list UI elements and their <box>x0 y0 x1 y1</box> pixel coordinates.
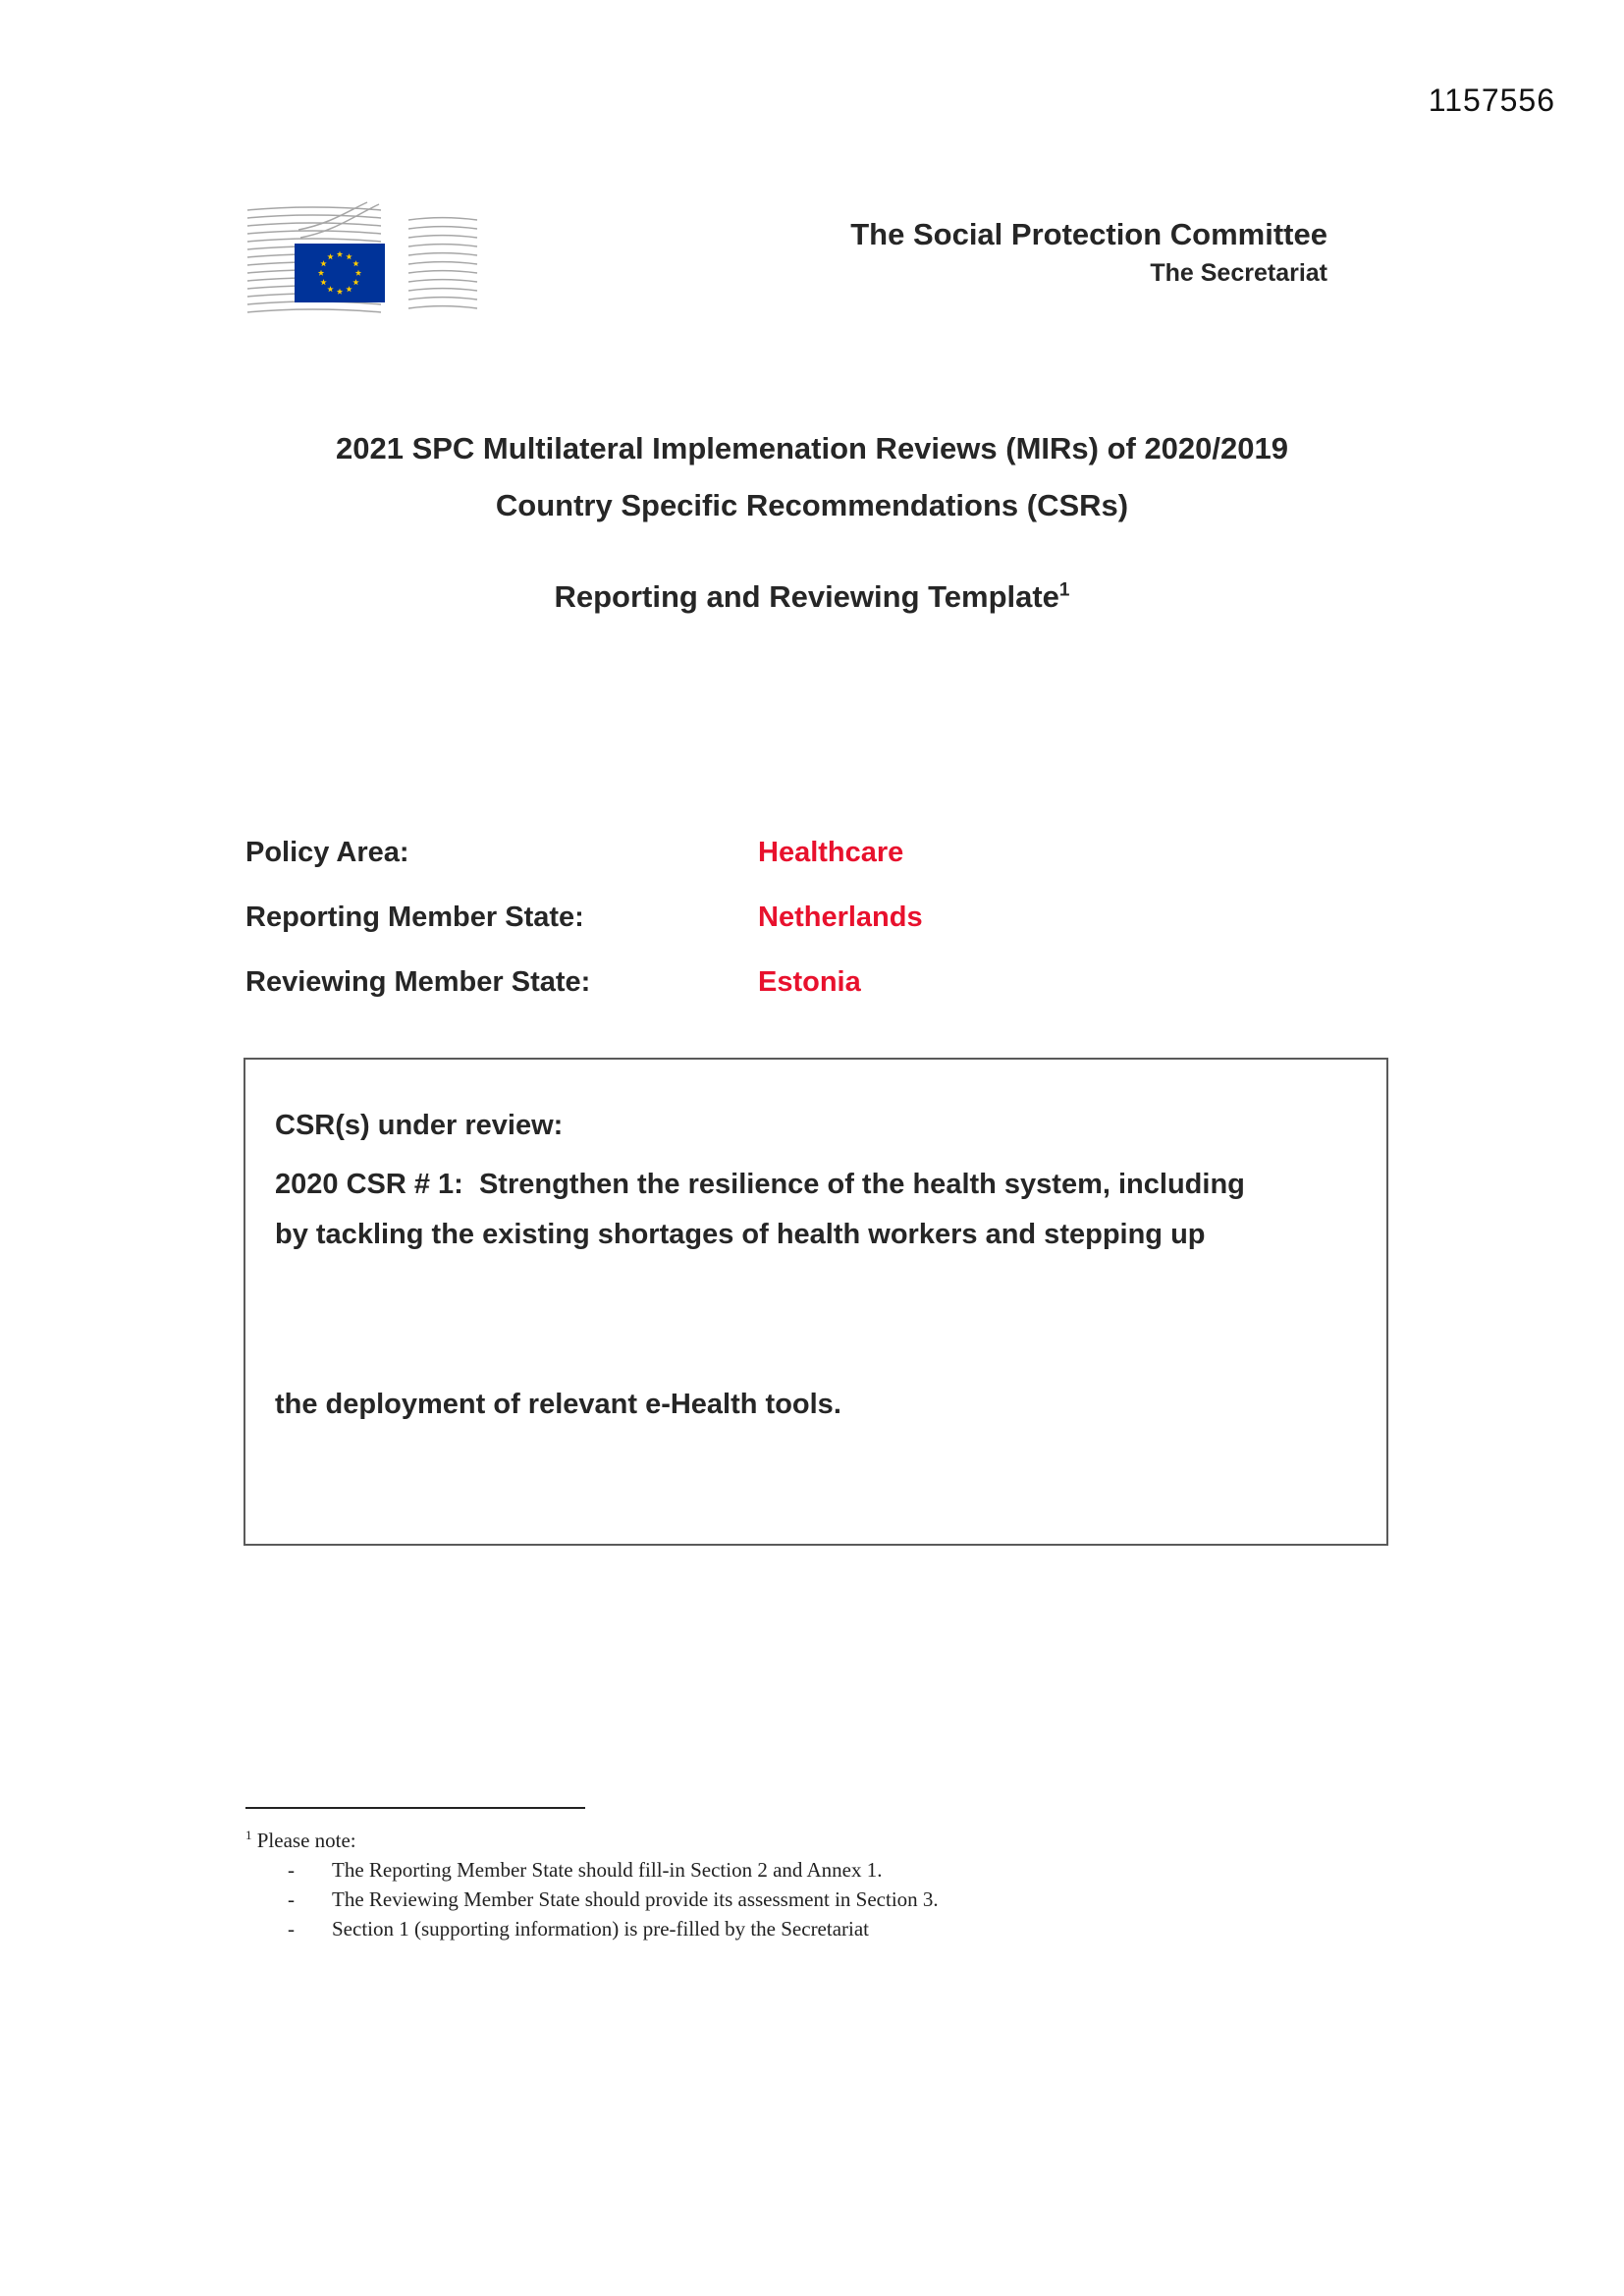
subtitle-text: Reporting and Reviewing Template <box>554 579 1059 614</box>
footnote-item-text: Section 1 (supporting information) is pre-filled by the Secretariat <box>332 1917 870 1941</box>
footnote-block <box>245 1807 939 1943</box>
document-number: 1157556 <box>1428 82 1555 118</box>
reporting-member-state-value: Netherlands <box>758 902 923 933</box>
footnote-reference-mark: 1 <box>1058 579 1070 601</box>
reviewing-member-state-label: Reviewing Member State: <box>245 966 591 998</box>
reporting-member-state-label: Reporting Member State: <box>245 902 584 933</box>
csr-paragraph-line-2: by tackling the existing shortages of health workers and stepping up <box>275 1219 1206 1250</box>
main-title-line-1: 2021 SPC Multilateral Implemenation Reviews (MIRs) of 2020/2019 <box>336 431 1288 465</box>
csr-paragraph-line-1: 2020 CSR # 1: Strengthen the resilience of the health system, including <box>275 1169 1245 1200</box>
european-commission-logo <box>244 198 501 326</box>
csr-review-box <box>244 1058 1388 1546</box>
footnote-item-text: The Reporting Member State should fill-in Section 2 and Annex 1. <box>332 1858 883 1882</box>
footnote-item-marker: - <box>288 1887 295 1911</box>
main-title-line-2: Country Specific Recommendations (CSRs) <box>495 488 1129 522</box>
footnote-item <box>245 1885 939 1914</box>
reviewing-member-state-value: Estonia <box>758 966 861 998</box>
csr-box-heading: CSR(s) under review: <box>275 1110 564 1141</box>
footnote-number: 1 <box>245 1828 252 1842</box>
field-row-reporting-member-state <box>245 902 923 966</box>
template-subtitle <box>0 579 1624 615</box>
header-block <box>850 216 1327 288</box>
footnote-intro <box>245 1821 939 1855</box>
footnote-divider <box>245 1807 585 1809</box>
secretariat-subtitle: The Secretariat <box>1150 259 1327 287</box>
footnote-item-marker: - <box>288 1858 295 1882</box>
policy-area-value: Healthcare <box>758 837 904 868</box>
committee-title: The Social Protection Committee <box>850 217 1327 251</box>
csr-paragraph-2: the deployment of relevant e-Health tools. <box>275 1389 841 1420</box>
field-row-reviewing-member-state <box>245 966 923 1031</box>
footnote-item-text: The Reviewing Member State should provide its assessment in Section 3. <box>332 1887 939 1911</box>
main-title <box>0 420 1624 534</box>
logo-waves-right <box>408 218 477 308</box>
fields-block <box>245 837 923 1031</box>
footnote-item <box>245 1855 939 1885</box>
field-row-policy-area <box>245 837 923 902</box>
footnote-item <box>245 1914 939 1943</box>
policy-area-label: Policy Area: <box>245 837 409 868</box>
footnote-intro-text: Please note: <box>256 1829 356 1852</box>
footnote-item-marker: - <box>288 1917 295 1941</box>
